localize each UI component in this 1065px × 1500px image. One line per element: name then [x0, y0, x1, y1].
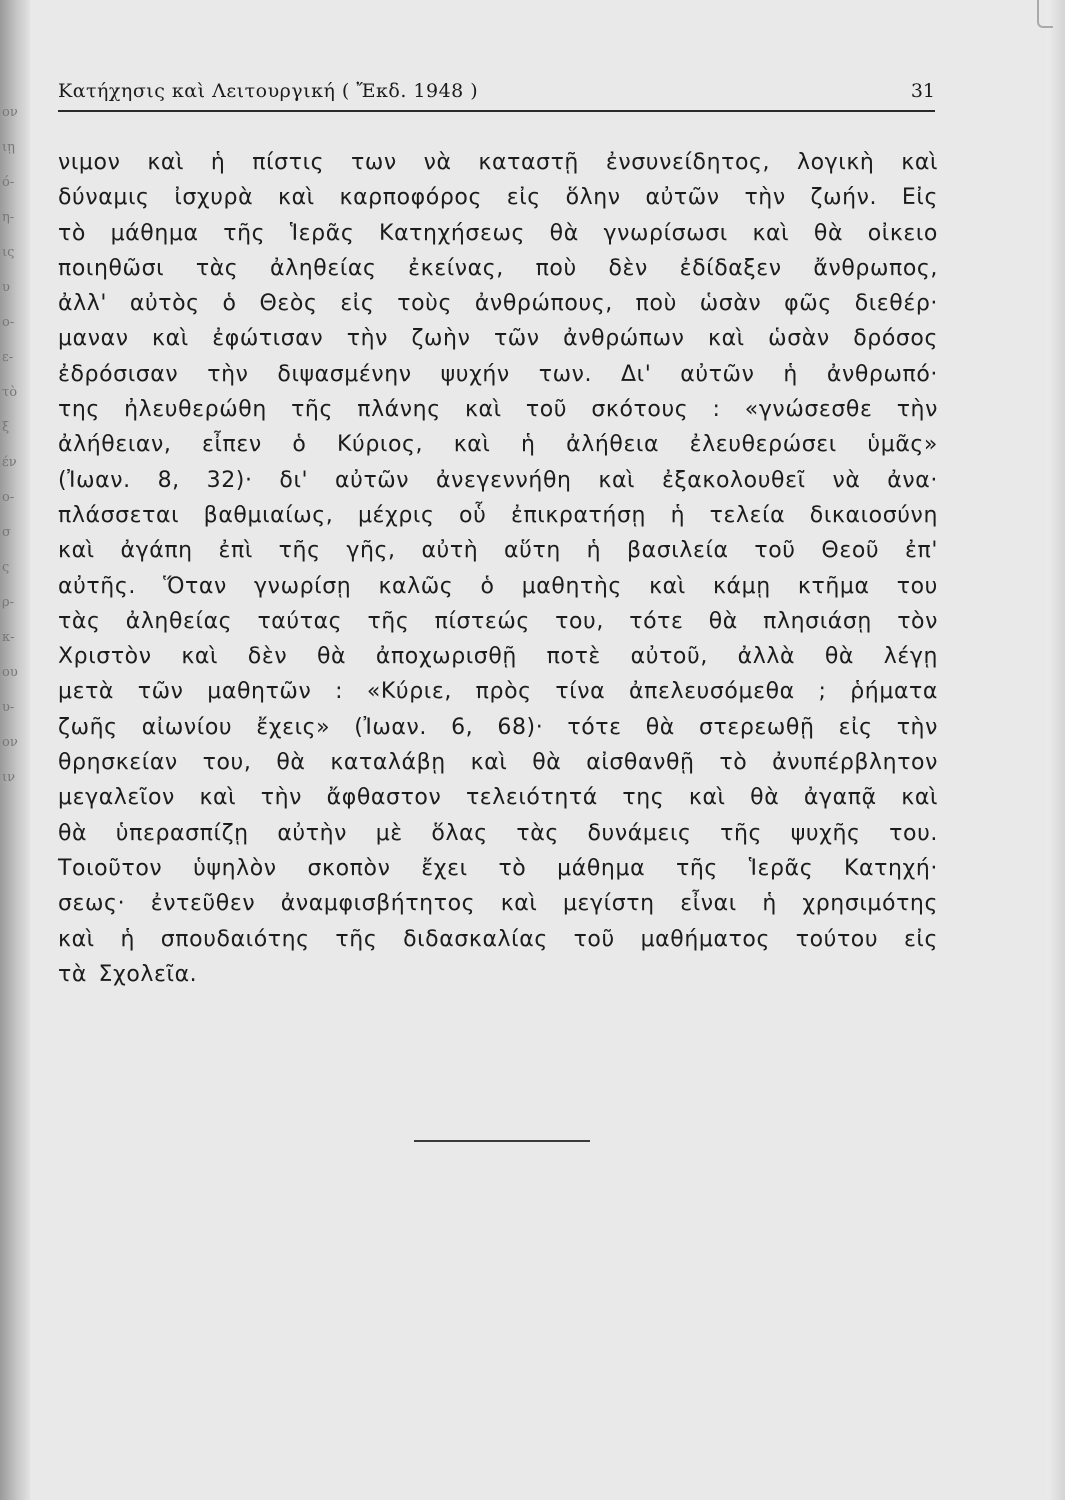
text-line: Τοιοῦτον ὑψηλὸν σκοπὸν ἔχει τὸ μάθημα τῆς Ἱερᾶς Κατηχή· [58, 855, 938, 881]
header-rule [58, 110, 935, 112]
page-number: 31 [910, 80, 935, 102]
bleed-fragment: ε- [2, 350, 14, 365]
bleed-fragment: ς [2, 560, 10, 575]
text-line: καὶ ἡ σπουδαιότης τῆς διδασκαλίας τοῦ μαθήματος τούτου εἰς [58, 926, 938, 952]
bleed-fragment: κ- [2, 630, 15, 645]
bleed-fragment: σ [2, 525, 11, 540]
text-line: δύναμις ἰσχυρὰ καὶ καρποφόρος εἰς ὅλην αὐτῶν τὴν ζωήν. Εἰς [58, 185, 938, 211]
bleed-fragment: τὸ [2, 385, 18, 400]
text-line: νιμον καὶ ἡ πίστις των νὰ καταστῇ ἐνσυνείδητος, λογικὴ καὶ [58, 150, 938, 175]
bleed-fragment: ον [2, 105, 18, 120]
text-line: μεγαλεῖον καὶ τὴν ἄφθαστον τελειότητά της καὶ θὰ ἀγαπᾷ καὶ [58, 785, 938, 811]
bleed-fragment: υ- [2, 700, 15, 715]
text-line: ἀλήθειαν, εἶπεν ὁ Κύριος, καὶ ἡ ἀλήθεια ἐλευθερώσει ὑμᾶς» [58, 432, 938, 458]
text-line: καὶ ἀγάπη ἐπὶ τῆς γῆς, αὐτὴ αὕτη ἡ βασιλεία τοῦ Θεοῦ ἐπ' [58, 538, 938, 564]
bleed-fragment: ο- [2, 490, 15, 505]
text-line: της ἠλευθερώθη τῆς πλάνης καὶ τοῦ σκότους : «γνώσεσθε τὴν [58, 397, 938, 423]
text-line: μαναν καὶ ἐφώτισαν τὴν ζωὴν τῶν ἀνθρώπων καὶ ὡσὰν δρόσος [58, 326, 938, 352]
text-line: αὐτῆς. Ὅταν γνωρίσῃ καλῶς ὁ μαθητὴς καὶ κάμῃ κτῆμα του [58, 573, 938, 599]
text-line: ἀλλ' αὐτὸς ὁ Θεὸς εἰς τοὺς ἀνθρώπους, ποὺ ὡσὰν φῶς διεθέρ· [58, 291, 938, 317]
bleed-fragment: ον [2, 735, 18, 750]
bleed-fragment: ιν [2, 770, 15, 785]
text-line: πλάσσεται βαθμιαίως, μέχρις οὗ ἐπικρατήσῃ ἡ τελεία δικαιοσύνη [58, 502, 938, 528]
page-header [58, 80, 935, 104]
bleed-fragment: ξ [2, 420, 10, 435]
bleed-fragment: η- [2, 210, 15, 225]
text-line: θὰ ὑπερασπίζῃ αὐτὴν μὲ ὅλας τὰς δυνάμεις τῆς ψυχῆς του. [58, 820, 938, 846]
text-line: ποιηθῶσι τὰς ἀληθείας ἐκείνας, ποὺ δὲν ἐδίδαξεν ἄνθρωπος, [58, 255, 938, 281]
text-line: ἐδρόσισαν τὴν διψασμένην ψυχήν των. Δι' αὐτῶν ἡ ἀνθρωπό· [58, 361, 938, 387]
section-end-rule [414, 1140, 590, 1142]
bleed-fragment: ο- [2, 315, 15, 330]
bleed-fragment: ιῃ [2, 140, 15, 155]
text-line: Χριστὸν καὶ δὲν θὰ ἀποχωρισθῇ ποτὲ αὐτοῦ, ἀλλὰ θὰ λέγῃ [58, 644, 938, 670]
text-line: τὰς ἀληθείας ταύτας τῆς πίστεώς του, τότε θὰ πλησιάσῃ τὸν [58, 608, 938, 634]
bleed-fragment: υ [2, 280, 10, 295]
text-line: (Ἰωαν. 8, 32)· δι' αὐτῶν ἀνεγεννήθη καὶ ἐξακολουθεῖ νὰ ἀνα· [58, 467, 938, 493]
adjacent-page-bleed [2, 0, 26, 1500]
body-paragraph [58, 145, 948, 992]
text-line: τὰ Σχολεῖα. [58, 961, 198, 987]
bleed-fragment: ρ- [2, 595, 15, 610]
bleed-fragment: έν [2, 455, 17, 470]
bleed-fragment: ις [2, 245, 15, 260]
running-title: Κατήχησις καὶ Λειτουργική ( Ἔκδ. 1948 ) [58, 80, 479, 102]
bleed-fragment: ου [2, 665, 18, 680]
text-line: θρησκείαν του, θὰ καταλάβῃ καὶ θὰ αἰσθανθῇ τὸ ἀνυπέρβλητον [58, 750, 938, 776]
text-line: ζωῆς αἰωνίου ἔχεις» (Ἰωαν. 6, 68)· τότε θὰ στερεωθῇ εἰς τὴν [58, 714, 938, 740]
text-line: σεως· ἐντεῦθεν ἀναμφισβήτητος καὶ μεγίστη εἶναι ἡ χρησιμότης [58, 891, 938, 917]
text-line: τὸ μάθημα τῆς Ἱερᾶς Κατηχήσεως θὰ γνωρίσωσι καὶ θὰ οἰκειο [58, 220, 938, 246]
scan-right-edge [1047, 0, 1065, 1500]
text-line: μετὰ τῶν μαθητῶν : «Κύριε, πρὸς τίνα ἀπελευσόμεθα ; ῥήματα [58, 679, 938, 705]
page-corner-mark [1037, 0, 1053, 28]
bleed-fragment: ό- [2, 175, 15, 190]
